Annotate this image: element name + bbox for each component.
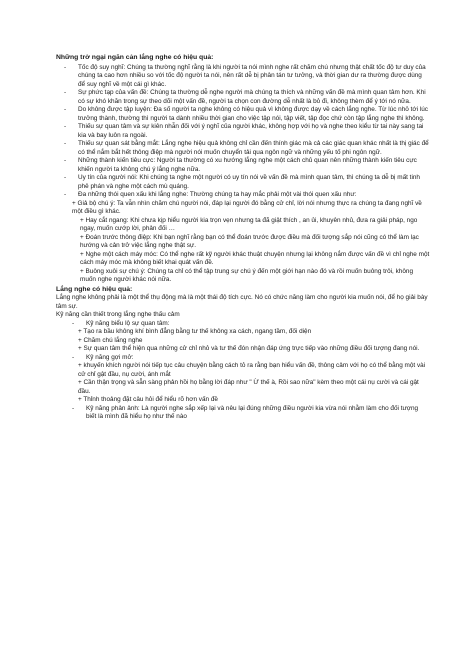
list-item: - Tốc độ suy nghĩ: Chúng ta thường nghĩ rằng là khi người ta nói mình nghe rất chăm chú nhưng thật chất tốc độ tư duy của chúng ta cao hơn nhiều so với tốc độ người ta nói, nên rất dễ bị phân tán tư tưởng, và thời gian dư ra thường được dùng để suy nghĩ về một cái gì khác.	[64, 63, 426, 88]
list-item: - Do không được tập luyện: Đa số người ta nghe không có hiệu quả vì không được dạy về cách lắng nghe. Từ lúc nhỏ tới lúc trưởng thành, thường thì người ta dành nhiều thời gian cho việc tập nói, tập viết, tập đọc chứ còn tập lắng nghe thì không.	[64, 106, 428, 122]
list-item: - Thiếu sự quan tâm và sự kiên nhẫn đối với ý nghĩ của người khác, không hợp với họ và nghe theo kiểu từ tai này sang tai kia và bay luôn ra ngoài.	[64, 123, 424, 139]
section-title-effective-listening: Lắng nghe có hiệu quả:	[56, 285, 133, 293]
habit-item: + Buông xuôi sự chú ý: Chúng ta chỉ có thể tập trung sự chú ý đến một giới hạn nào đó và rồi muốn buông trôi, không muốn nghe người khác nói nữa.	[80, 267, 414, 283]
bullet-dash: -	[64, 106, 67, 113]
skill-detail: + Thỉnh thoảng đặt câu hỏi để hiểu rõ hơn vấn đề	[78, 396, 218, 403]
bullet-dash: -	[64, 157, 67, 164]
bullet-dash: -	[64, 123, 67, 130]
bullet-dash: -	[64, 191, 67, 198]
skill-item: - Kỹ năng phản ảnh: Là người nghe sắp xếp lại và nêu lại đúng những điều người kia vừa nói nhằm làm cho đối tượng biết là mình đã hiểu họ như thế nào	[72, 404, 419, 420]
skill-item: - Kỹ năng gợi mở:	[72, 353, 134, 361]
skills-list	[56, 320, 430, 422]
skill-detail: + khuyến khích người nói tiếp tục câu chuyện bằng cách tỏ ra rằng bạn hiểu vấn đề, thông cảm với họ có thể bằng một vài cử chỉ gật đầu, nụ cười, ánh mắt	[78, 362, 426, 378]
list-item: - Đa những thói quen xấu khi lắng nghe: Thường chúng ta hay mắc phải một vài thói quen xấu như:	[64, 191, 357, 198]
bad-habits-list	[56, 200, 430, 285]
intro-subheading: Kỹ năng cần thiết trong lắng nghe thấu cảm	[56, 311, 180, 318]
habit-item: + Nghe một cách máy móc: Có thể nghe rất kỹ người khác thuật chuyện nhưng lại không nắm được vấn đề vì chỉ nghe một cách máy móc mà không biết khai quát vấn đề.	[80, 250, 430, 266]
skill-detail: + Tạo ra bầu không khí bình đẳng bằng tư thế không xa cách, ngang tầm, đối diện	[78, 328, 312, 335]
skill-item: - Kỹ năng biểu lộ sự quan tâm:	[72, 319, 170, 327]
intro-paragraph: Lắng nghe không phải là một thể thụ động mà là một thái độ tích cực. Nó có chức năng làm cho người kia muốn nói, để họ giải bày tâm sự.	[56, 294, 428, 310]
habit-item: + Hay cắt ngang: Khi chưa kịp hiểu người kia trọn vẹn nhưng ta đã giật thích , an ủi, khuyên nhủ, đưa ra giải pháp, ngo ngay, muốn cướp lời, phản đối …	[80, 216, 418, 232]
list-item: - Thiếu sự quan sát bằng mắt: Lắng nghe hiệu quả không chỉ cần đến thính giác mà cả các giác quan khác nhất là thị giác để có thể nắm bắt hết thông điệp mà người nói muốn chuyển tải qua ngôn ngữ và những yếu tố phi ngôn ngữ.	[64, 140, 429, 156]
habit-item: + Giả bộ chú ý: Ta vẫn nhìn chăm chú người nói, đáp lại người đó bằng cử chỉ, lời nói nhưng thực ra chúng ta đang nghĩ về một điều gì khác.	[72, 199, 422, 215]
bullet-dash: -	[72, 353, 75, 361]
bullet-dash: -	[72, 319, 75, 327]
list-item: - Uy tín của người nói: Khi chúng ta nghe một người có uy tín nói về vấn đề mà mình quan tâm, thì chúng ta dễ bị mất tinh phê phán và nghe một cách mù quáng.	[64, 174, 420, 190]
skill-detail: + Cần thận trọng và sẵn sàng phản hồi họ bằng lời đáp như " Ừ thế à, Rồi sao nữa" kèm theo một cái nụ cười và cái gật đầu.	[78, 379, 419, 395]
bullet-dash: -	[64, 89, 67, 96]
list-item: - Sự phức tạp của vấn đề: Chúng ta thường dễ nghe người mà chúng ta thích và những vấn đề mà mình quan tâm hơn. Khi có sự khó khăn trong sự theo dõi một vấn đề, người ta chọn con đường dễ nhất là bỏ đi, không thèm để ý tới nó nữa.	[64, 89, 426, 105]
section-title-obstacles: Những trở ngại ngăn cản lắng nghe có hiệu quả:	[56, 54, 214, 61]
bullet-dash: -	[72, 404, 75, 412]
skill-detail: + Chăm chú lắng nghe	[78, 336, 143, 344]
list-item: - Những thành kiến tiêu cực: Người ta thường có xu hướng lắng nghe một cách chủ quan nên những thành kiến tiêu cực khiến người ta không chú ý lắng nghe nữa.	[64, 157, 417, 173]
skill-detail: + Sự quan tâm thể hiện qua những cử chỉ nhỏ và tư thế đón nhận đáp ứng trực tiếp vào những điều đối tượng đang nói.	[78, 345, 420, 352]
obstacle-list	[56, 64, 430, 200]
bullet-dash: -	[64, 63, 67, 71]
habit-item: + Đoán trước thông điệp: Khi bạn nghĩ rằng bạn có thể đoán trước được điều mà đối tượng sắp nói cũng có thể làm lạc hướng và cản trở việc lắng nghe thật sự.	[80, 233, 419, 249]
bullet-dash: -	[64, 174, 67, 181]
bullet-dash: -	[64, 140, 67, 147]
